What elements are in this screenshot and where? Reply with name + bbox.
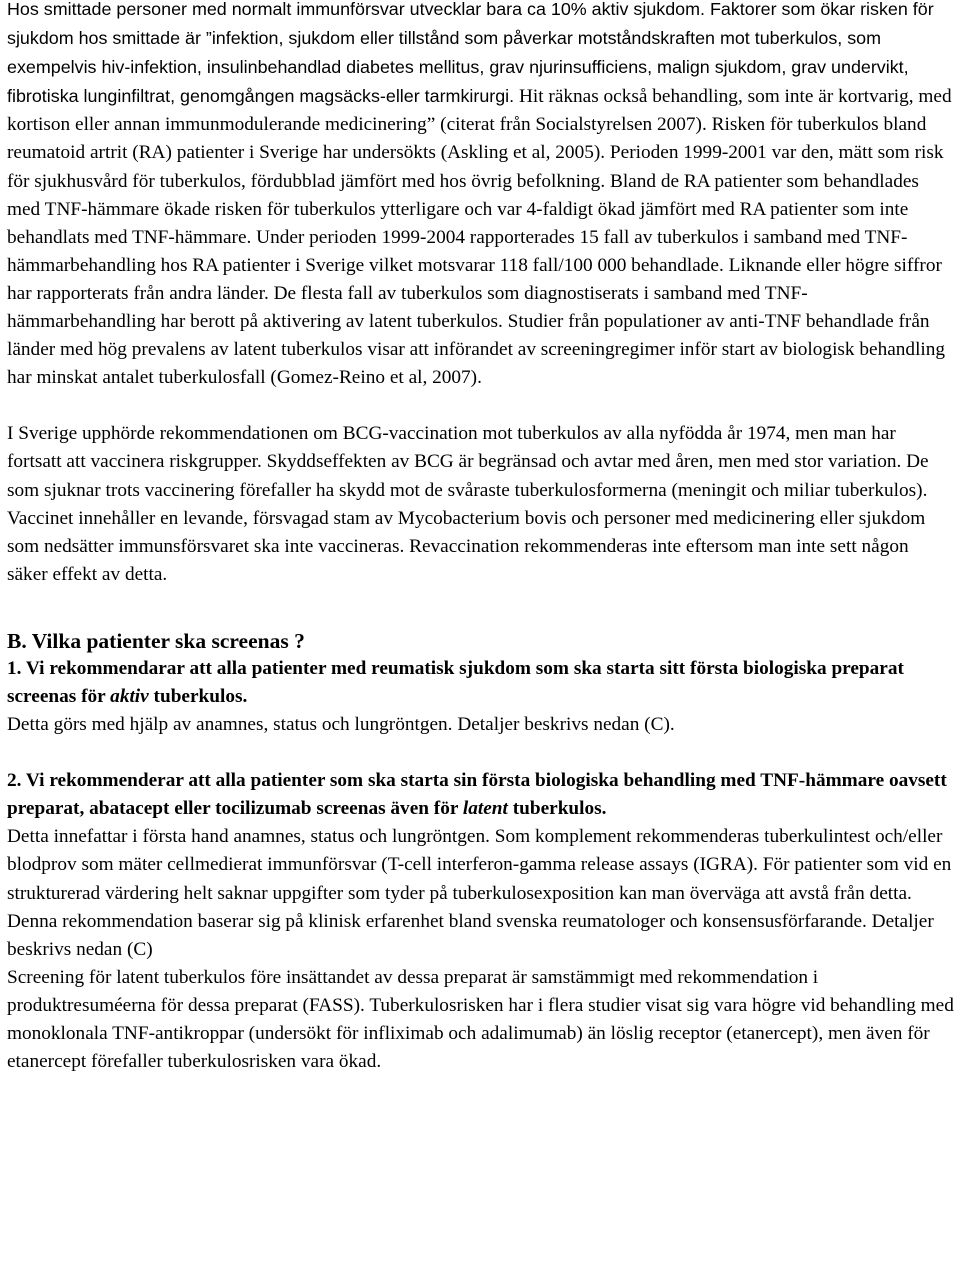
recommendation-2-title [7,767,954,823]
rec1-title-end: tuberkulos. [148,685,248,707]
rec2-title-text: 2. Vi rekommenderar att alla patienter som ska starta sin första biologiska behandling med TNF-hämmare oavsett preparat, abatacept eller tocilizumab screenas även för [7,770,947,820]
recommendation-2-body: Detta innefattar i första hand anamnes, status och lungröntgen. Som komplement rekommenderas tuberkulintest och/eller blodprov som mäter cellmedierat immunförsvar (T-cell interferon-gamma release assays (IGRA). För patienter som vid en strukturerad värdering helt saknar uppgifter som tyder på tuberkulosexposition kan man överväga att avstå från detta. Denna rekommendation baserar sig på klinisk erfarenhet bland svenska reumatologer och konsensusförfarande. Detaljer beskrivs nedan (C) [7,826,952,960]
intro-body-text: Hit räknas också behandling, som inte är kortvarig, med kortison eller annan immunmodulerande medicinering” (citerat från Socialstyrelsen 2007). Risken för tuberkulos bland reumatoid artrit (RA) patienter i Sverige har undersökts (Askling et al, 2005). Perioden 1999-2001 var den, mätt som risk för sjukhusvård för tuberkulos, fördubblad jämfört med hos övrig befolkning. Bland de RA patienter som behandlades med TNF-hämmare ökade risken för tuberkulos ytterligare och var 4-faldigt ökad jämfört med RA patienter som inte behandlats med TNF-hämmare. Under perioden 1999-2004 rapporterades 15 fall av tuberkulos i samband med TNF-hämmarbehandling hos RA patienter i Sverige vilket motsvarar 118 fall/100 000 behandlade. Liknande eller högre siffror har rapporterats från andra länder. De flesta fall av tuberkulos som diagnostiserats i samband med TNF-hämmarbehandling har berott på aktivering av latent tuberkulos. Studier från populationer av anti-TNF behandlade från länder med hög prevalens av latent tuberkulos visar att införandet av screeningregimer inför start av biologisk behandling har minskat antalet tuberkulosfall (Gomez-Reino et al, 2007). [7,86,952,389]
rec2-emphasis: latent [462,798,508,820]
rec1-emphasis: aktiv [110,685,149,707]
rec2-title-end: tuberkulos. [507,798,607,820]
section-spacer [7,589,954,627]
bcg-paragraph: I Sverige upphörde rekommendationen om BCG-vaccination mot tuberkulos av alla nyfödda år 1974, men man har fortsatt att vaccinera riskgrupper. Skyddseffekten av BCG är begränsad och avtar med åren, men med stor variation. De som sjuknar trots vaccinering förefaller ha skydd mot de svåraste tuberkulosformerna (meningit och miliar tuberkulos). Vaccinet innehåller en levande, försvagad stam av Mycobacterium bovis och personer med medicinering eller sjukdom som nedsätter immunsförsvaret ska inte vaccineras. Revaccination rekommenderas inte eftersom man inte sett någon säker effekt av detta. [7,423,929,585]
recommendation-1-title [7,655,954,711]
recommendation-2-screening: Screening för latent tuberkulos före insättandet av dessa preparat är samstämmigt med rekommendation i produktresuméerna för dessa preparat (FASS). Tuberkulosrisken har i flera studier visat sig vara högre vid behandling med monoklonala TNF-antikroppar (undersökt för infliximab och adalimumab) än löslig receptor (etanercept), men även för etanercept förefaller tuberkulosrisken vara ökad. [7,966,954,1073]
paragraph-spacer [7,739,954,767]
intro-lead-text: Hos smittade personer med normalt immunförsvar utvecklar bara ca 10% aktiv sjukdom. Faktorer som ökar risken för sjukdom hos smittade är ”infektion, sjukdom eller tillstånd som påverkar motståndskraften mot tuberkulos, som exempelvis hiv-infektion, insulinbehandlad diabetes mellitus, grav njurinsufficiens, malign sjukdom, grav undervikt, fibrotiska lunginfiltrat, genomgången magsäcks-eller tarmkirurgi. [7,0,934,107]
paragraph-spacer [7,392,954,420]
intro-paragraph [7,0,954,392]
rec1-title-text: 1. Vi rekommendarar att alla patienter med reumatisk sjukdom som ska starta sitt första biologiska preparat screenas för [7,657,904,707]
section-b-heading: B. Vilka patienter ska screenas ? [7,628,305,653]
recommendation-1-body: Detta görs med hjälp av anamnes, status och lungröntgen. Detaljer beskrivs nedan (C). [7,714,675,736]
